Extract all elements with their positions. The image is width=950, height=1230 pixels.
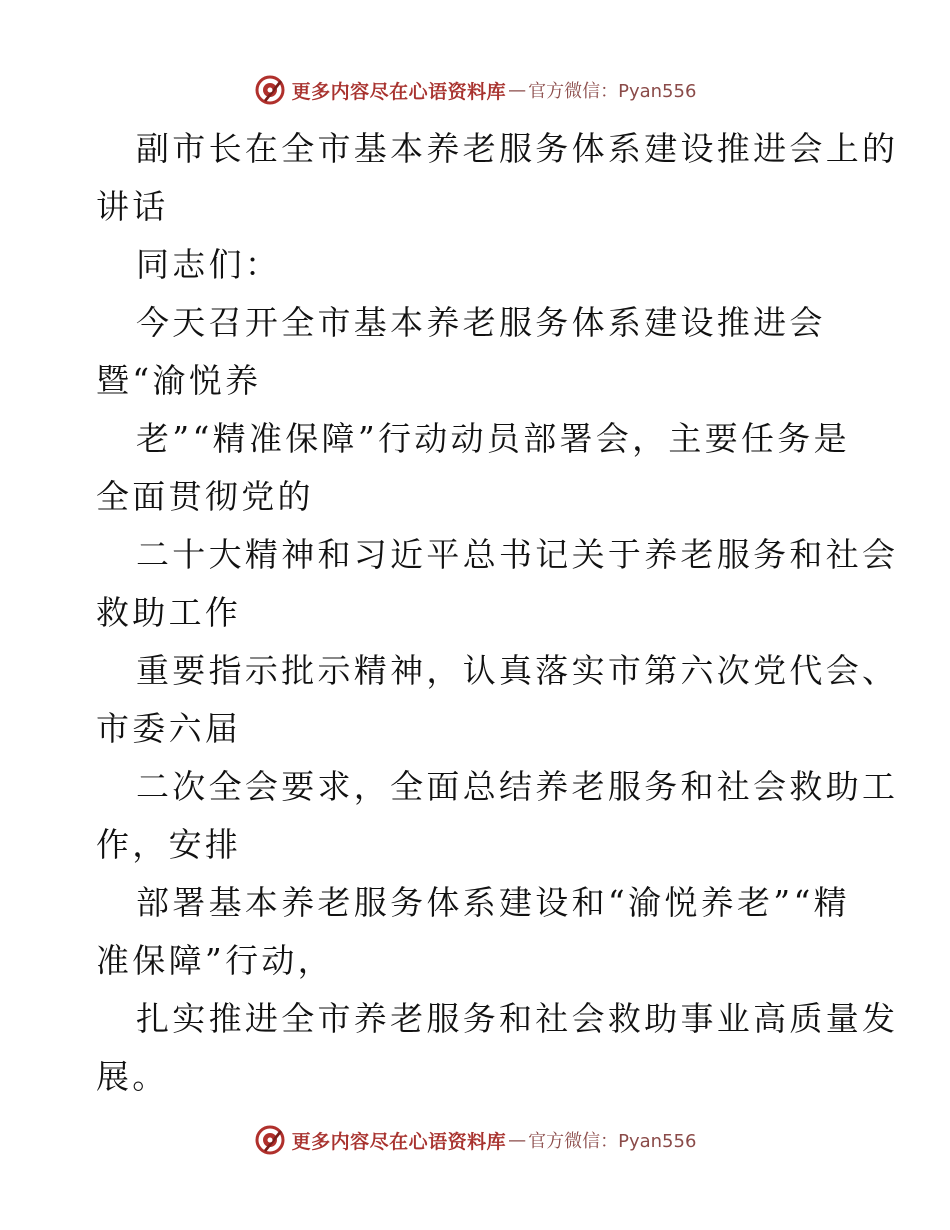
text-line: 重要指示批示精神，认真落实市第六次党代会、 xyxy=(136,651,899,690)
title-line-1: 副市长在全市基本养老服务体系建设推进会上的 xyxy=(136,129,899,168)
banner-contact-text: 官方微信：Pyan556 xyxy=(528,1131,697,1152)
text-line: 二次全会要求，全面总结养老服务和社会救助工 xyxy=(136,767,899,806)
text-line: 全面贯彻党的 xyxy=(96,477,314,516)
pen-circle-logo-icon xyxy=(254,74,286,106)
header-watermark-banner xyxy=(0,70,950,110)
text-line: 老”“精准保障”行动动员部署会，主要任务是 xyxy=(136,419,850,458)
banner-contact-text: 官方微信：Pyan556 xyxy=(528,81,697,102)
text-line: 救助工作 xyxy=(96,593,242,632)
text-line: 市委六届 xyxy=(96,709,242,748)
document-body xyxy=(96,120,899,1106)
banner-main-text: 更多内容尽在心语资料库 xyxy=(291,1130,507,1153)
banner-main-text: 更多内容尽在心语资料库 xyxy=(291,80,507,103)
banner-dash: — xyxy=(508,1129,527,1151)
text-line: 暨“渝悦养 xyxy=(96,361,262,400)
text-line: 部署基本养老服务体系建设和“渝悦养老”“精 xyxy=(136,883,850,922)
title-line-2: 讲话 xyxy=(96,187,169,226)
banner-dash: — xyxy=(508,79,527,101)
text-line: 作，安排 xyxy=(96,825,242,864)
text-line: 扎实推进全市养老服务和社会救助事业高质量发 xyxy=(136,999,899,1038)
text-line: 二十大精神和习近平总书记关于养老服务和社会 xyxy=(136,535,899,574)
text-line: 展。 xyxy=(96,1057,169,1096)
text-line: 今天召开全市基本养老服务体系建设推进会 xyxy=(136,303,826,342)
pen-circle-logo-icon xyxy=(254,1124,286,1156)
text-line: 准保障”行动， xyxy=(96,941,334,980)
footer-watermark-banner xyxy=(0,1120,950,1160)
salutation: 同志们： xyxy=(136,245,282,284)
